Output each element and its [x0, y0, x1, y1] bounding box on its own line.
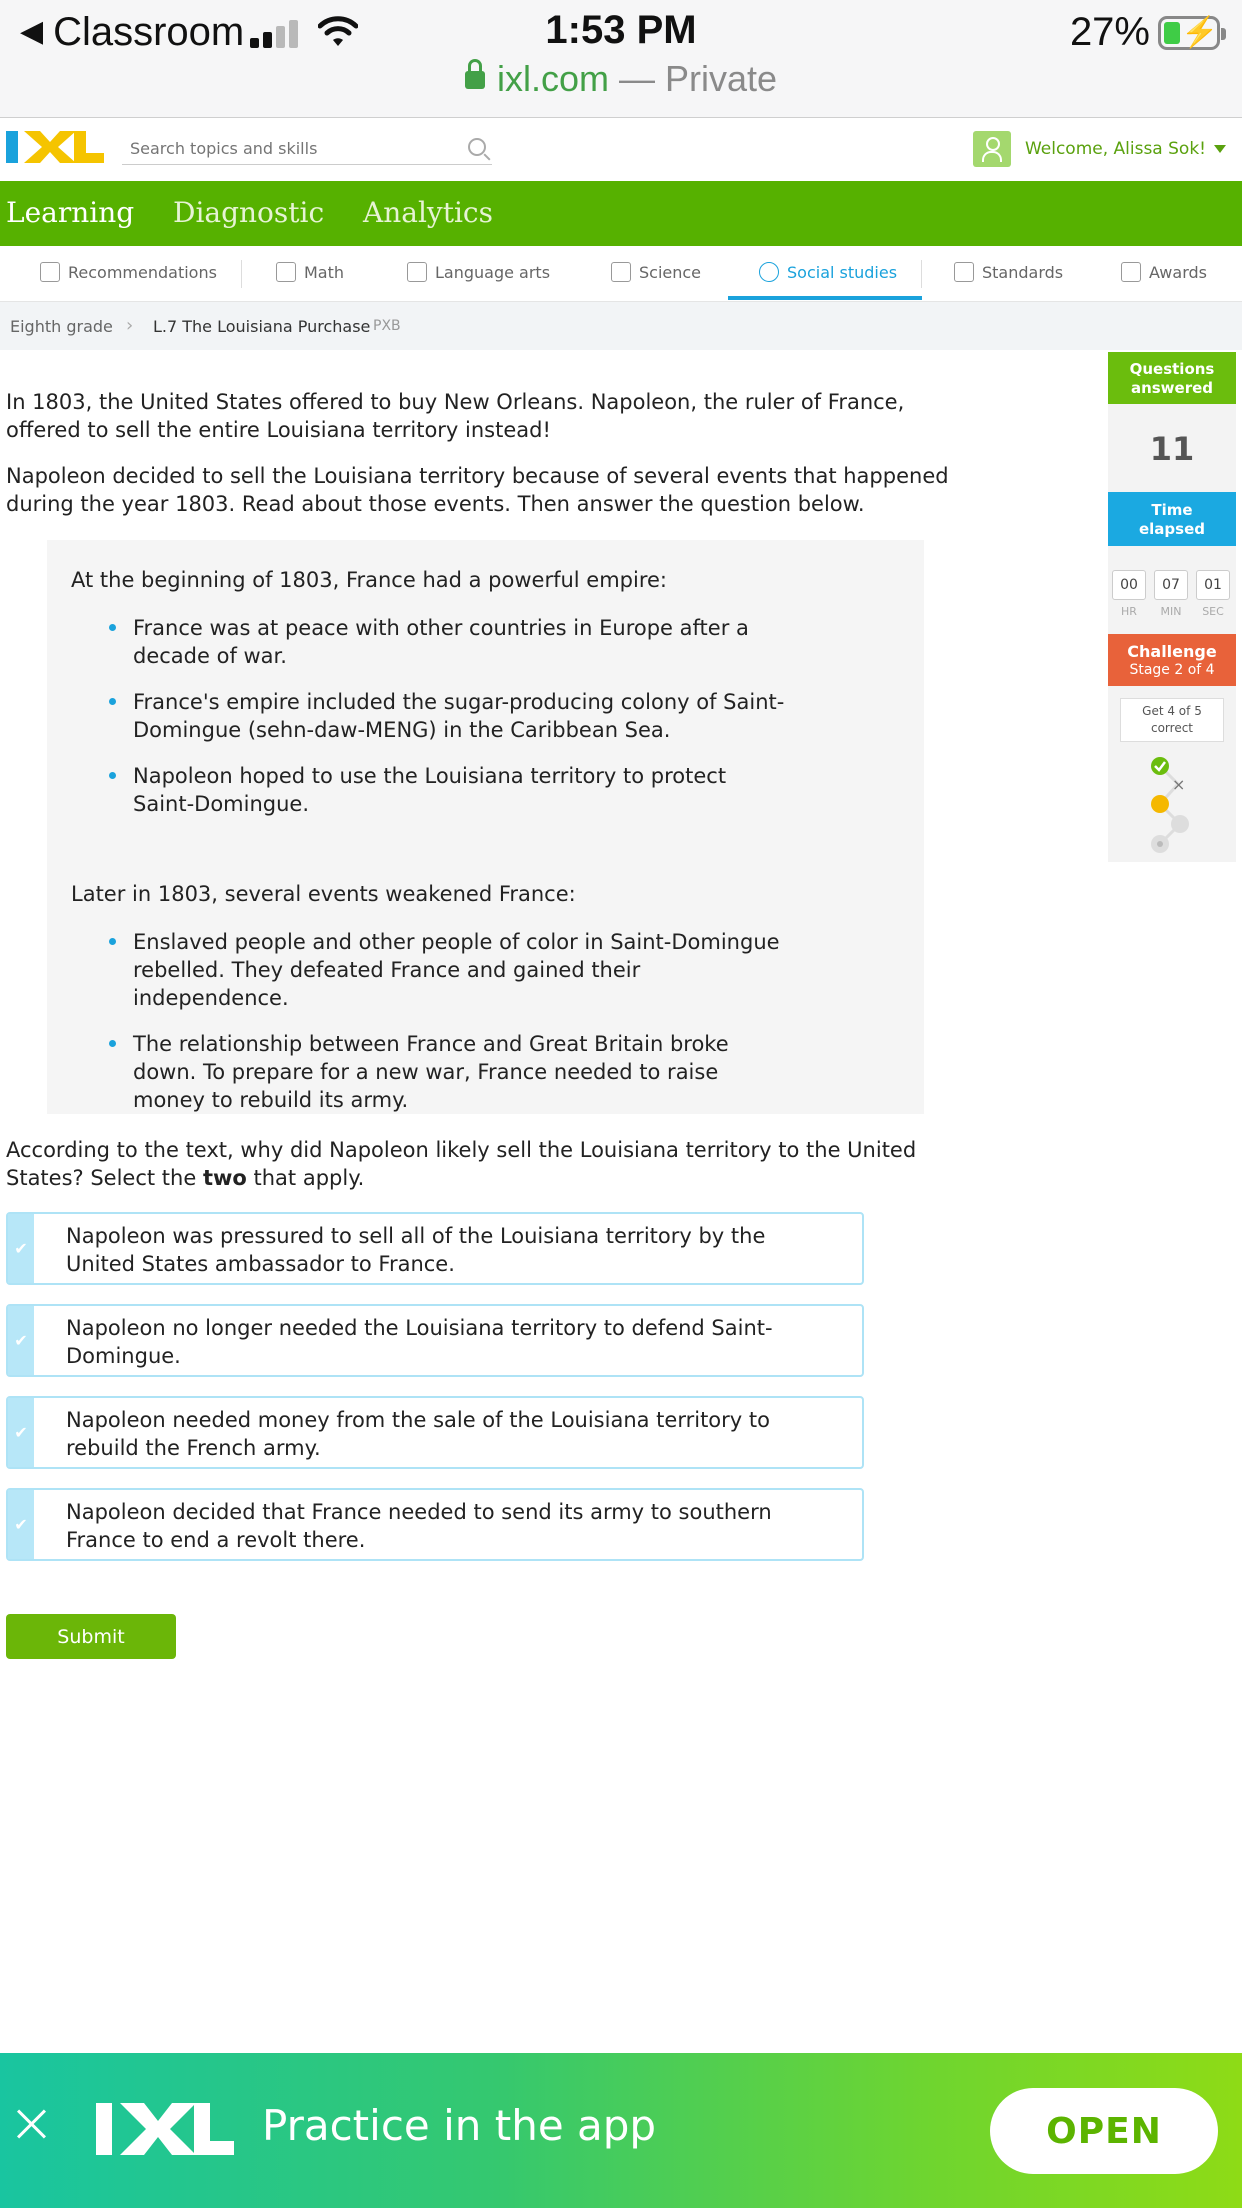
awards-icon	[1121, 262, 1141, 282]
choice-text: Napoleon no longer needed the Louisiana territory to defend Saint-Domingue.	[66, 1316, 773, 1368]
tab-label: Math	[304, 262, 345, 282]
list-item: Enslaved people and other people of color in Saint-Domingue rebelled. They defeated France and gained their independence.	[109, 928, 789, 1012]
goal-line: correct	[1150, 721, 1194, 735]
tab-science[interactable]	[611, 262, 701, 282]
answer-choice-4[interactable]	[6, 1488, 864, 1561]
breadcrumb-skill: L.7 The Louisiana Purchase	[153, 317, 371, 336]
tab-social-studies[interactable]	[759, 262, 897, 282]
nav-analytics[interactable]: Analytics	[363, 196, 493, 229]
passage-heading-2: Later in 1803, several events weakened France:	[71, 882, 576, 906]
stage-miss-icon: ×	[1172, 775, 1186, 794]
question-text: According to the text, why did Napoleon likely sell the Louisiana territory to the United States? Select the	[6, 1138, 917, 1190]
question-intro	[6, 388, 966, 536]
question-text-end: that apply.	[246, 1166, 365, 1190]
open-app-button[interactable]: OPEN	[990, 2088, 1218, 2174]
banner-text: Practice in the app	[262, 2101, 657, 2150]
checkbox-icon: ✔	[8, 1490, 34, 1559]
answer-choice-3[interactable]	[6, 1396, 864, 1469]
chevron-down-icon	[1214, 145, 1226, 153]
close-icon[interactable]	[12, 2103, 52, 2143]
list-item: The relationship between France and Great Britain broke down. To prepare for a new war, France needed to raise money to rebuild its army.	[109, 1030, 789, 1114]
timer-sec-label: SEC	[1202, 605, 1224, 618]
user-menu[interactable]	[973, 131, 1226, 167]
stage-pending-icon	[1171, 815, 1189, 833]
choice-text: Napoleon was pressured to sell all of the Louisiana territory by the United States ambassador to France.	[66, 1224, 766, 1276]
timer-minutes: 07	[1154, 570, 1188, 600]
battery-status	[1070, 10, 1220, 55]
tab-math[interactable]	[276, 262, 344, 282]
clock-time: 1:53 PM	[545, 8, 697, 52]
label-line: answered	[1130, 379, 1214, 397]
address-bar[interactable]	[0, 58, 1242, 100]
stage-complete-icon	[1151, 757, 1169, 775]
list-item: France's empire included the sugar-producing colony of Saint-Domingue (sehn-daw-MENG) in the Caribbean Sea.	[109, 688, 789, 744]
standards-icon	[954, 262, 974, 282]
subject-tabs	[0, 246, 1242, 302]
passage-heading-1: At the beginning of 1803, France had a powerful empire:	[71, 568, 667, 592]
list-item: Napoleon hoped to use the Louisiana territory to protect Saint-Domingue.	[109, 762, 789, 818]
avatar	[973, 131, 1011, 167]
question-emphasis: two	[202, 1166, 247, 1190]
back-label: Classroom	[53, 10, 245, 54]
search-box	[122, 135, 492, 165]
status-bar	[0, 0, 1242, 118]
goal-line: Get 4 of 5	[1142, 704, 1202, 718]
tab-label: Awards	[1149, 262, 1207, 282]
question-prompt	[6, 1136, 966, 1192]
breadcrumb	[0, 302, 1242, 350]
timer-hr-label: HR	[1121, 605, 1137, 618]
tab-label: Recommendations	[68, 262, 217, 282]
science-icon	[611, 262, 631, 282]
search-icon[interactable]	[468, 138, 486, 156]
challenge-banner	[1108, 634, 1236, 686]
checkbox-icon: ✔	[8, 1306, 34, 1375]
list-item: France was at peace with other countries in Europe after a decade of war.	[109, 614, 789, 670]
tab-label: Standards	[982, 262, 1064, 282]
intro-paragraph-2: Napoleon decided to sell the Louisiana territory because of several events that happened during the year 1803. Read about those events. Then answer the question below.	[6, 464, 949, 516]
tab-label: Science	[639, 262, 702, 282]
app-promo-banner	[0, 2053, 1242, 2208]
intro-paragraph-1: In 1803, the United States offered to buy New Orleans. Napoleon, the ruler of France, offered to sell the entire Louisiana territory instead!	[6, 390, 905, 442]
main-nav	[0, 181, 1242, 246]
choice-text: Napoleon needed money from the sale of the Louisiana territory to rebuild the French army.	[66, 1408, 770, 1460]
tab-label: Social studies	[787, 262, 898, 282]
tab-recommendations[interactable]	[40, 262, 217, 282]
passage-list-2	[109, 928, 789, 1114]
battery-icon: ⚡	[1158, 16, 1220, 50]
challenge-goal	[1120, 698, 1224, 742]
timer-hours: 00	[1112, 570, 1146, 600]
nav-diagnostic[interactable]: Diagnostic	[173, 196, 325, 229]
timer-min-label: MIN	[1160, 605, 1182, 618]
passage-list-1	[109, 614, 789, 818]
tab-divider	[241, 260, 242, 288]
search-input[interactable]	[122, 135, 442, 162]
globe-icon	[759, 262, 779, 282]
recommendations-icon	[40, 262, 60, 282]
label-line: elapsed	[1138, 520, 1205, 538]
questions-answered-label	[1108, 352, 1236, 404]
stage-current-icon	[1151, 795, 1169, 813]
time-elapsed-label	[1108, 492, 1236, 546]
tab-label: Language arts	[435, 262, 551, 282]
progress-sidebar	[1108, 352, 1236, 862]
back-triangle-icon: ◀	[20, 15, 44, 48]
challenge-label: Challenge	[1127, 642, 1217, 661]
welcome-text: Welcome, Alissa Sok!	[1024, 139, 1206, 159]
tab-standards[interactable]	[954, 262, 1063, 282]
questions-answered-count: 11	[1149, 430, 1195, 468]
math-icon	[276, 262, 296, 282]
ixl-logo[interactable]	[6, 129, 104, 165]
lock-icon	[465, 71, 485, 89]
url-private-label: — Private	[618, 58, 778, 99]
battery-percent: 27%	[1069, 10, 1150, 54]
site-header	[0, 119, 1242, 181]
submit-button[interactable]: Submit	[6, 1614, 176, 1659]
url-domain: ixl.com	[496, 58, 609, 99]
challenge-stage: Stage 2 of 4	[1129, 662, 1215, 678]
challenge-progress-path	[1138, 754, 1208, 854]
label-line: Questions	[1129, 360, 1215, 378]
nav-learning[interactable]: Learning	[6, 196, 135, 229]
answer-choice-1[interactable]	[6, 1212, 864, 1285]
checkbox-icon: ✔	[8, 1398, 34, 1467]
answer-choice-2[interactable]	[6, 1304, 864, 1377]
tab-language-arts[interactable]	[407, 262, 550, 282]
reading-passage	[47, 540, 924, 1114]
ixl-banner-logo	[96, 2101, 234, 2157]
tab-divider	[921, 260, 922, 288]
breadcrumb-grade[interactable]: Eighth grade	[10, 317, 113, 336]
label-line: Time	[1151, 501, 1193, 519]
chevron-right-icon: ›	[126, 315, 134, 336]
active-tab-indicator	[728, 296, 922, 300]
checkbox-icon: ✔	[8, 1214, 34, 1283]
language-arts-icon	[407, 262, 427, 282]
skill-code: PXB	[373, 318, 401, 334]
tab-awards[interactable]	[1121, 262, 1207, 282]
timer-seconds: 01	[1196, 570, 1230, 600]
choice-text: Napoleon decided that France needed to send its army to southern France to end a revolt there.	[66, 1500, 772, 1552]
